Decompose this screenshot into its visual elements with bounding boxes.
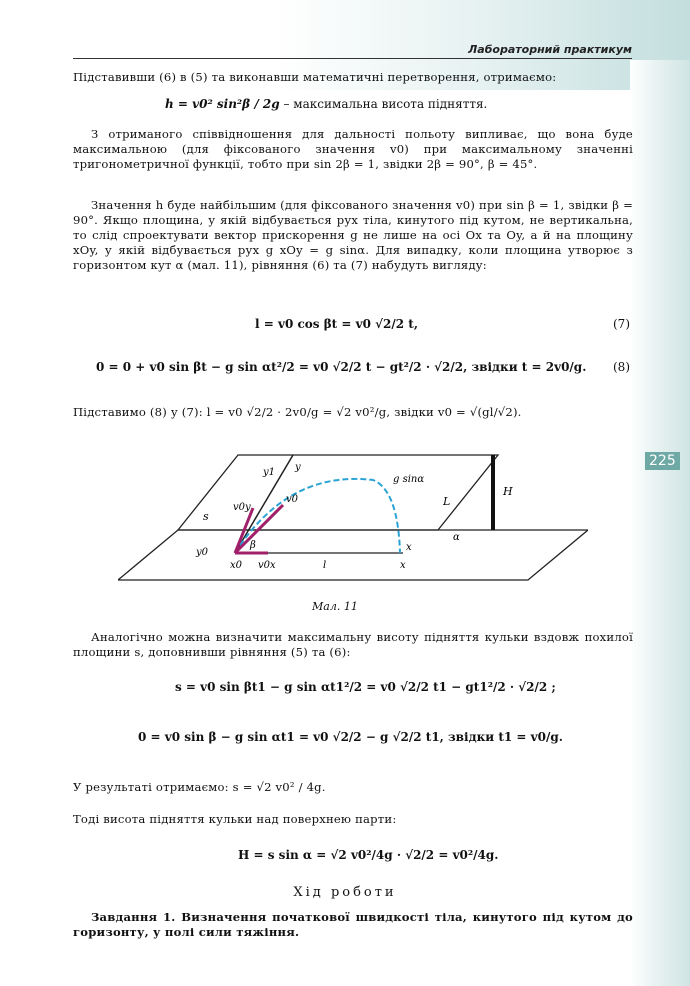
label-y1: y1 [263, 467, 276, 478]
figure-11 [118, 450, 588, 595]
paragraph-6: У результаті отримаємо: s = √2 v0² / 4g. [73, 780, 326, 794]
trajectory-curve [235, 479, 400, 553]
label-y: y [295, 462, 301, 473]
equation-8: 0 = 0 + v0 sin βt − g sin αt²/2 = v0 √2/2 t − gt²/2 · √2/2, звідки t = 2v0/g. [96, 360, 587, 374]
paragraph-1: Підставивши (6) в (5) та виконавши математичні перетворення, отримаємо: [73, 70, 557, 84]
page-number: 225 [645, 452, 680, 470]
label-l: l [323, 560, 327, 571]
equation-8-number: (8) [613, 360, 630, 374]
side-band [630, 60, 690, 986]
header-rule [73, 58, 632, 59]
section-heading: Хід роботи [293, 885, 397, 900]
label-H: H [503, 485, 513, 498]
paragraph-2: З отриманого співвідношення для дальності польоту випливає, що вона буде максимальною (для фіксованого значення v0) при максимальному значенні тригонометричної функції, тобто при sin 2β = 1, звідки 2β = 90°, β = 45°. [73, 127, 633, 171]
label-v0x: v0x [258, 560, 276, 571]
label-alpha: α [453, 532, 460, 543]
equation-11: H = s sin α = √2 v0²/4g · √2/2 = v0²/4g. [238, 848, 499, 862]
equation-7: l = v0 cos βt = v0 √2/2 t, [255, 317, 419, 331]
inclined-plane [178, 455, 498, 530]
equation-7-number: (7) [613, 317, 630, 331]
equation-10: 0 = v0 sin β − g sin αt1 = v0 √2/2 − g √2/2 t1, звідки t1 = v0/g. [138, 730, 563, 744]
label-v0: v0 [286, 494, 299, 505]
label-y0: y0 [196, 547, 209, 558]
running-header: Лабораторний практикум [468, 43, 632, 56]
paragraph-4: Підставимо (8) у (7): l = v0 √2/2 · 2v0/g = √2 v0²/g, звідки v0 = √(gl/√2). [73, 405, 522, 419]
task-1: Завдання 1. Визначення початкової швидкості тіла, кинутого під кутом до горизонту, у полі сили тяжіння. [73, 910, 633, 939]
label-s: s [203, 510, 209, 523]
label-v0y: v0y [233, 502, 251, 513]
paragraph-3: Значення h буде найбільшим (для фіксованого значення v0) при sin β = 1, звідки β = 90°. Якщо площина, у якій відбувається рух тіла, кинутого під кутом, не вертикальна, то слід спроектувати вектор прискорення g не лише на осі Ox та Oy, а й на площину xOy, у якій відбувається рух g xOy = g sinα. Для випадку, коли площина утворює з горизонтом кут α (мал. 11), рівняння (6) та (7) набудуть вигляду: [73, 198, 633, 272]
label-x0: x0 [230, 560, 243, 571]
paragraph-5: Аналогічно можна визначити максимальну висоту підняття кульки вздовж похилої площини s, доповнивши рівняння (5) та (6): [73, 630, 633, 659]
h-formula: h = v0² sin²β / 2g – максимальна висота підняття. [165, 97, 488, 111]
table-plane [118, 530, 588, 580]
figure-caption: Мал. 11 [312, 600, 358, 613]
label-gsin: g sinα [393, 474, 425, 485]
label-beta: β [250, 540, 256, 551]
label-x-bottom: x [400, 560, 406, 571]
equation-9: s = v0 sin βt1 − g sin αt1²/2 = v0 √2/2 t1 − gt1²/2 · √2/2 ; [175, 680, 556, 694]
label-L: L [443, 495, 451, 508]
paragraph-7: Тоді висота підняття кульки над поверхнею парти: [73, 812, 397, 826]
label-x: x [406, 542, 412, 553]
